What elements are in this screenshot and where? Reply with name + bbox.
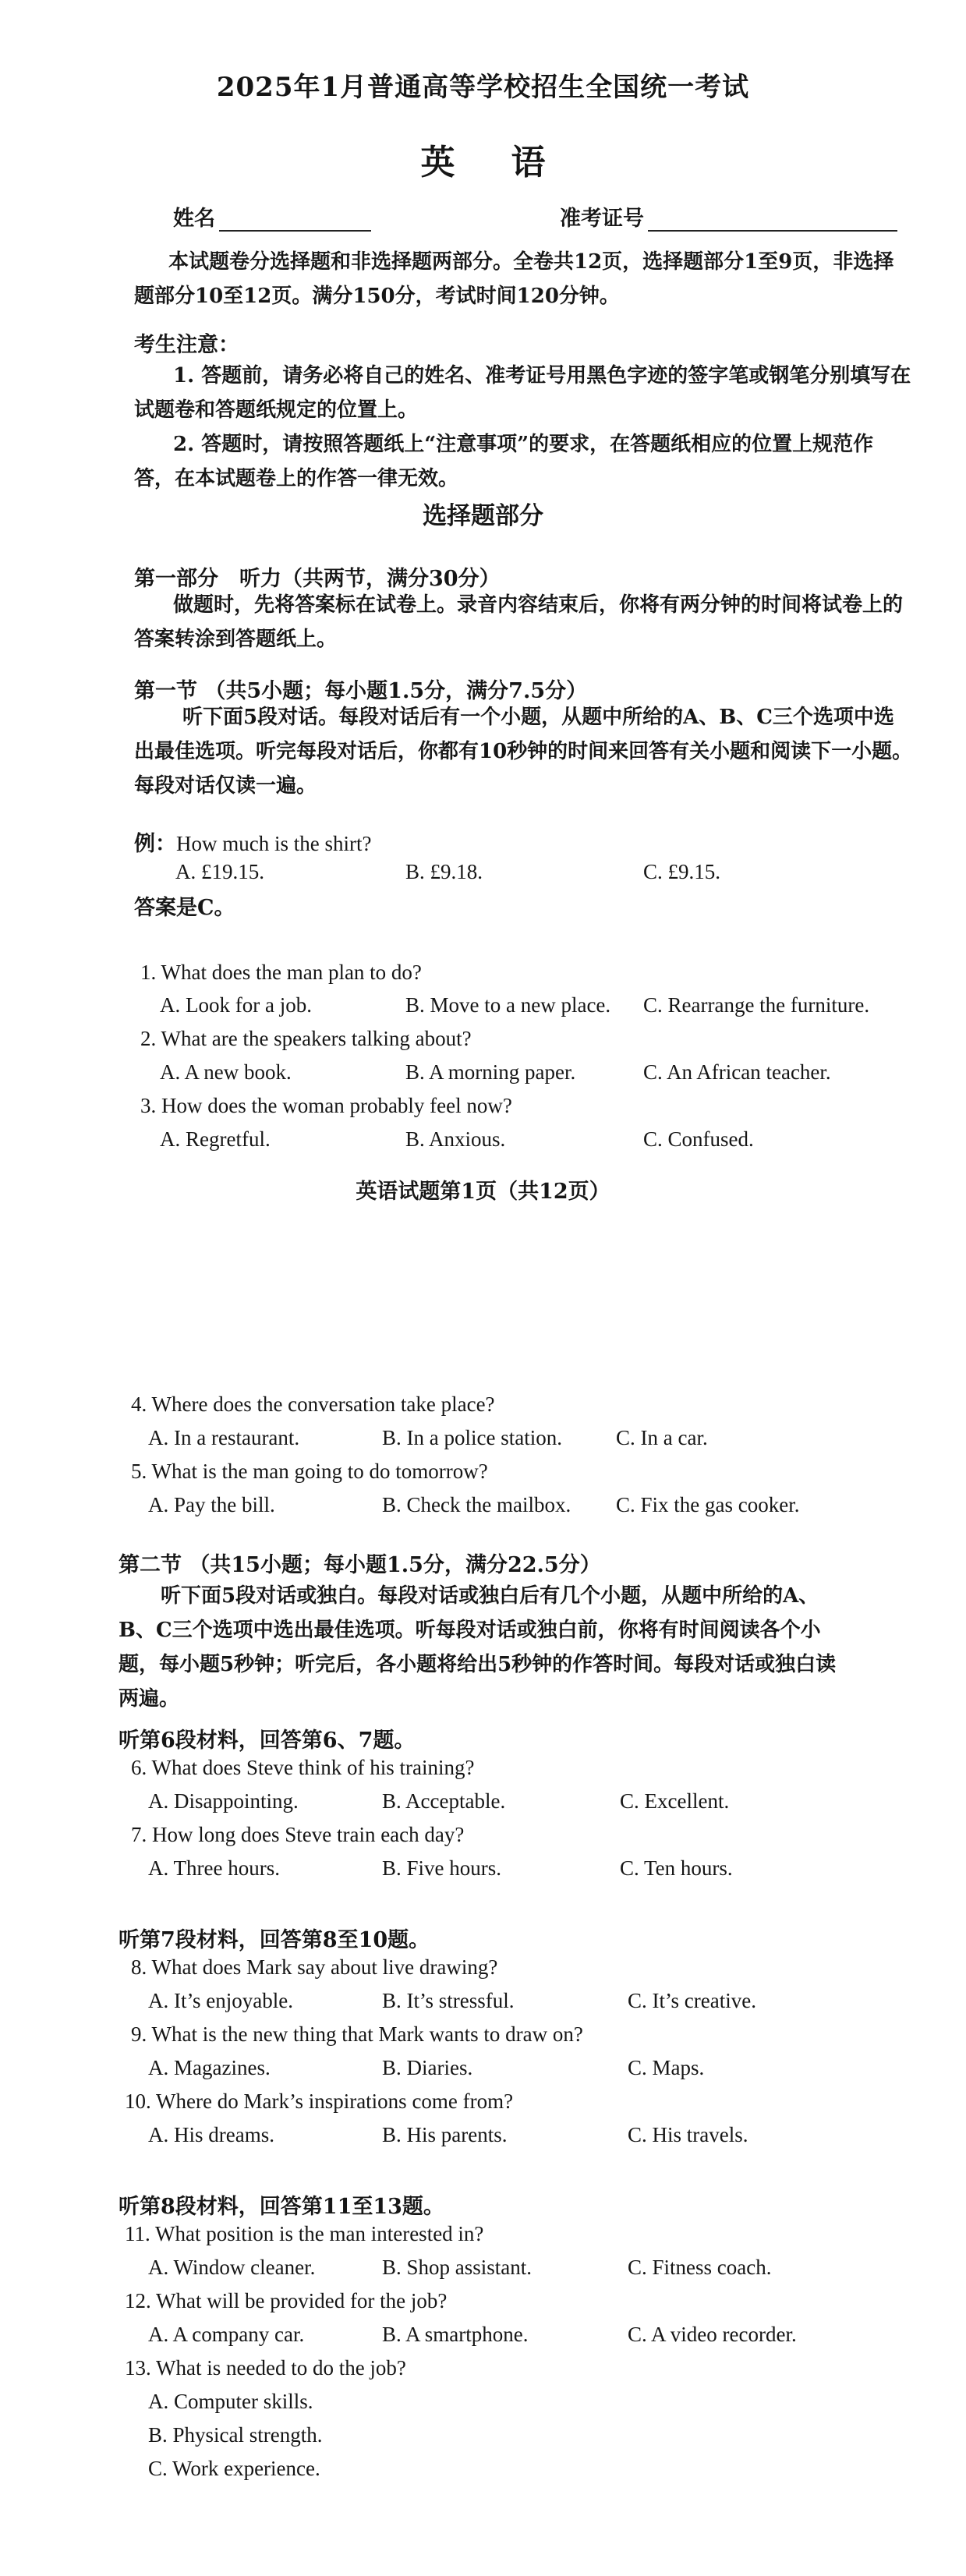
q3-option-a[interactable]: A. Regretful. [160,1127,271,1151]
section1-heading: 第一节 （共5小题；每小题1.5分，满分7.5分） [134,679,588,703]
question-10: 10. Where do Mark’s inspirations come from? [125,2089,514,2113]
q6-option-b[interactable]: B. Acceptable. [382,1789,506,1813]
q10-option-c[interactable]: C. His travels. [628,2123,748,2146]
q12-option-b[interactable]: B. A smartphone. [382,2323,529,2346]
example-option-b[interactable]: B. £9.18. [405,860,483,883]
example-question-text: How much is the shirt? [176,832,372,855]
example-label: 例： [134,832,176,856]
q11-option-c[interactable]: C. Fitness coach. [628,2256,772,2279]
q3-option-c[interactable]: C. Confused. [643,1127,754,1151]
q1-option-c[interactable]: C. Rearrange the furniture. [643,993,870,1017]
name-field[interactable] [173,201,371,232]
example-answer: 答案是C。 [134,896,235,920]
example-question [134,826,371,857]
part1-heading: 第一部分 听力（共两节，满分30分） [134,567,501,591]
q2-option-b[interactable]: B. A morning paper. [405,1060,576,1084]
q9-option-c[interactable]: C. Maps. [628,2056,705,2079]
q11-option-a[interactable]: A. Window cleaner. [148,2256,316,2279]
q2-option-c[interactable]: C. An African teacher. [643,1060,831,1084]
q7-option-c[interactable]: C. Ten hours. [620,1856,733,1880]
question-2: 2. What are the speakers talking about? [140,1027,472,1050]
question-1: 1. What does the man plan to do? [140,961,422,984]
material-8-heading: 听第8段材料，回答第11至13题。 [119,2195,444,2219]
q8-option-b[interactable]: B. It’s stressful. [382,1989,515,2012]
q13-option-b[interactable]: B. Physical strength. [148,2423,323,2447]
question-8: 8. What does Mark say about live drawing? [131,1955,498,1979]
q10-option-b[interactable]: B. His parents. [382,2123,508,2146]
question-5: 5. What is the man going to do tomorrow? [131,1460,488,1483]
name-line [219,208,371,232]
q12-option-a[interactable]: A. A company car. [148,2323,305,2346]
q1-option-a[interactable]: A. Look for a job. [160,993,312,1017]
q2-option-a[interactable]: A. A new book. [160,1060,292,1084]
q9-option-a[interactable]: A. Magazines. [148,2056,271,2079]
q6-option-c[interactable]: C. Excellent. [620,1789,730,1813]
q1-option-b[interactable]: B. Move to a new place. [405,993,611,1017]
notes-item-1: 1. 答题前，请务必将自己的姓名、准考证号用黑色字迹的签字笔或钢笔分别填写在试题卷和答题纸规定的位置上。 [134,364,911,422]
id-field[interactable] [560,201,897,232]
example-option-c[interactable]: C. £9.15. [643,860,721,883]
part1-instruction: 做题时，先将答案标在试卷上。录音内容结束后，你将有两分钟的时间将试卷上的答案转涂到答题纸上。 [134,593,904,651]
notes-item-2: 2. 答题时，请按照答题纸上“注意事项”的要求，在答题纸相应的位置上规范作答，在本试题卷上的作答一律无效。 [134,433,874,490]
material-6-heading: 听第6段材料，回答第6、7题。 [119,1729,416,1753]
q3-option-b[interactable]: B. Anxious. [405,1127,506,1151]
id-line [648,208,897,232]
q8-option-a[interactable]: A. It’s enjoyable. [148,1989,293,2012]
question-12: 12. What will be provided for the job? [125,2289,448,2312]
subject-title: 英语 [420,143,602,182]
section2-heading: 第二节 （共15小题；每小题1.5分，满分22.5分） [119,1553,601,1577]
q11-option-b[interactable]: B. Shop assistant. [382,2256,533,2279]
notes-title: 考生注意： [134,333,239,357]
q10-option-a[interactable]: A. His dreams. [148,2123,274,2146]
q4-option-b[interactable]: B. In a police station. [382,1426,562,1449]
section1-instruction: 听下面5段对话。每段对话后有一个小题，从题中所给的A、B、C三个选项中选出最佳选项。听完每段对话后，你都有10秒钟的时间来回答有关小题和阅读下一小题。每段对话仅读一遍。 [134,706,913,798]
id-label: 准考证号 [560,207,644,231]
question-6: 6. What does Steve think of his training? [131,1756,475,1779]
q5-option-a[interactable]: A. Pay the bill. [148,1493,275,1516]
exam-title: 2025年1月普通高等学校招生全国统一考试 [216,72,750,103]
q6-option-a[interactable]: A. Disappointing. [148,1789,299,1813]
q13-option-c[interactable]: C. Work experience. [148,2457,320,2480]
question-3: 3. How does the woman probably feel now? [140,1094,512,1117]
q12-option-c[interactable]: C. A video recorder. [628,2323,797,2346]
question-11: 11. What position is the man interested in? [125,2222,484,2245]
q13-option-a[interactable]: A. Computer skills. [148,2390,313,2413]
intro-paragraph: 本试题卷分选择题和非选择题两部分。全卷共12页，选择题部分1至9页，非选择题部分10至12页。满分150分，考试时间120分钟。 [134,250,894,308]
q8-option-c[interactable]: C. It’s creative. [628,1989,756,2012]
q7-option-a[interactable]: A. Three hours. [148,1856,280,1880]
q5-option-c[interactable]: C. Fix the gas cooker. [616,1493,800,1516]
q5-option-b[interactable]: B. Check the mailbox. [382,1493,571,1516]
question-7: 7. How long does Steve train each day? [131,1823,465,1846]
question-9: 9. What is the new thing that Mark wants to draw on? [131,2022,583,2046]
q7-option-b[interactable]: B. Five hours. [382,1856,502,1880]
page-footer: 英语试题第1页（共12页） [356,1180,610,1204]
q4-option-a[interactable]: A. In a restaurant. [148,1426,300,1449]
question-13: 13. What is needed to do the job? [125,2356,406,2380]
section2-instruction: 听下面5段对话或独白。每段对话或独白后有几个小题，从题中所给的A、B、C三个选项中选出最佳选项。听每段对话或独白前，你将有时间阅读各个小题，每小题5秒钟；听完后，各小题将给出5秒钟的作答时间。每段对话或独白读两遍。 [119,1584,837,1711]
q4-option-c[interactable]: C. In a car. [616,1426,708,1449]
question-4: 4. Where does the conversation take place? [131,1392,495,1416]
material-7-heading: 听第7段材料，回答第8至10题。 [119,1928,430,1952]
q9-option-b[interactable]: B. Diaries. [382,2056,473,2079]
choice-section-title: 选择题部分 [423,502,543,530]
name-label: 姓名 [173,207,215,231]
example-option-a[interactable]: A. £19.15. [175,860,264,883]
